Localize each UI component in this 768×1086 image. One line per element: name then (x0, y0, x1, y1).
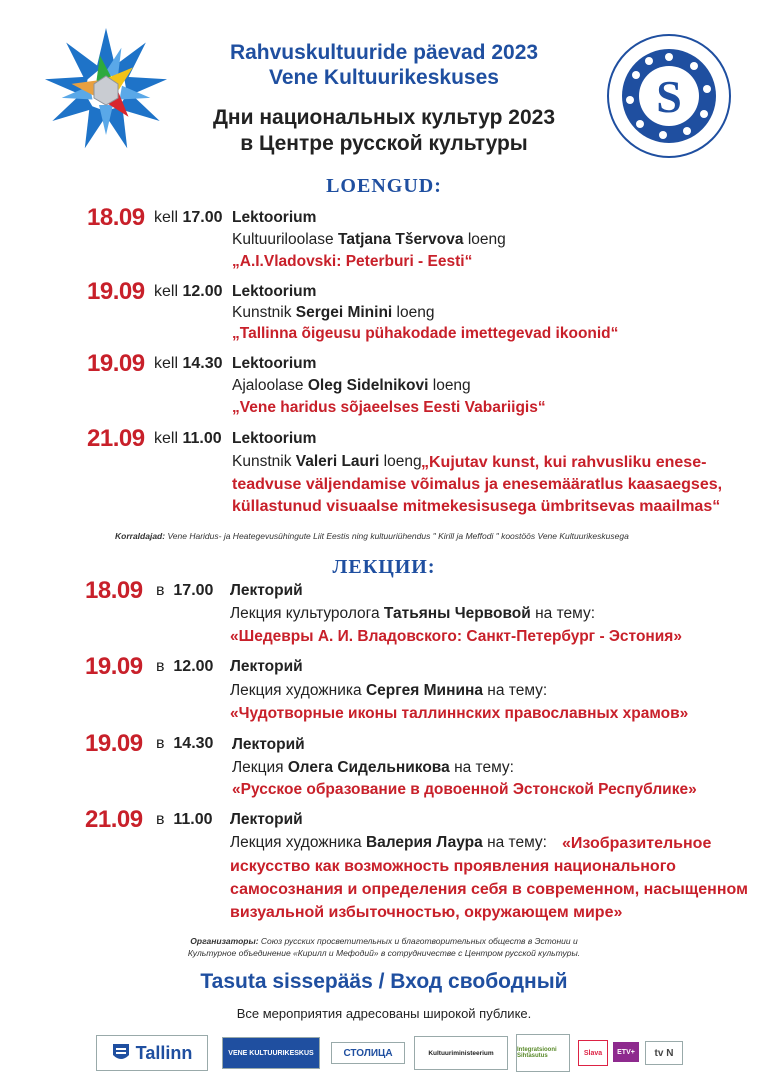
event-topic-line-1: „Kujutav kunst, kui rahvusliku enese- (421, 454, 707, 471)
event-venue: Лекторий (230, 811, 303, 828)
event-topic: „A.I.Vladovski: Peterburi - Eesti“ (232, 253, 473, 270)
section-heading-et: LOENGUD: (326, 175, 442, 197)
free-entry-banner: Tasuta sissepääs / Вход свободный (200, 970, 568, 993)
section-heading-ru: ЛЕКЦИИ: (332, 556, 436, 578)
event-venue: Лекторий (232, 736, 305, 753)
event-time: в 12.00 (156, 658, 214, 675)
sponsor-logo-integration: Integratsiooni Sihtasutus (516, 1034, 570, 1072)
event-time: kell 14.30 (154, 355, 223, 372)
event-venue: Лекторий (230, 658, 303, 675)
title-ru-line-1: Дни национальных культур 2023 (212, 106, 556, 129)
event-topic-line-2: искусство как возможность проявления национального (230, 858, 676, 875)
event-date: 19.09 (85, 653, 143, 680)
sponsor-logo-etv: ETV+ (613, 1042, 639, 1062)
event-speaker-line: Лекция художника Валерия Лаура на тему: (230, 834, 547, 851)
event-venue: Lektoorium (232, 430, 317, 447)
event-date: 21.09 (85, 806, 143, 833)
event-topic-line-1: «Изобразительное (562, 835, 712, 852)
event-topic: «Русское образование в довоенной Эстонской Республике» (232, 781, 697, 798)
event-topic-line-2: teadvuse väljendamise võimalus ja enesemääratlus kaasaegses, (232, 476, 723, 493)
event-date: 19.09 (87, 278, 145, 305)
event-speaker-line: Ajaloolase Oleg Sidelnikovi loeng (232, 377, 471, 394)
event-speaker-line: Лекция Олега Сидельникова на тему: (232, 759, 514, 776)
event-venue: Лекторий (230, 582, 303, 599)
event-topic: «Шедевры А. И. Владовского: Санкт-Петербург - Эстония» (230, 628, 682, 645)
sponsor-logo-stolitsa: СТОЛИЦА (331, 1042, 405, 1064)
sponsor-logo-ministry: Kultuuriministeerium (414, 1036, 508, 1070)
event-speaker-line: Лекция художника Сергея Минина на тему: (230, 682, 548, 699)
svg-text:S: S (656, 71, 682, 122)
event-venue: Lektoorium (232, 283, 317, 300)
event-topic: „Tallinna õigeusu pühakodade imettegevad ikoonid“ (232, 325, 619, 342)
audience-note: Все мероприятия адресованы широкой публике. (236, 1006, 532, 1021)
title-ru-line-2: в Центре русской культуры (240, 132, 528, 155)
organizers-ru: Организаторы: Союз русских просветительных и благотворительных обществ в Эстонии и Культурное объединение «Кирилл и Мефодий» в сотрудничестве с Центром русской культуры. (187, 936, 581, 958)
event-venue: Lektoorium (232, 355, 317, 372)
sponsor-logo-tvn: tv N (645, 1041, 683, 1065)
event-date: 19.09 (85, 730, 143, 757)
event-topic: «Чудотворные иконы таллиннских православных храмов» (230, 705, 689, 722)
sponsor-logo-vkk: VENE KULTUURIKESKUS (222, 1037, 320, 1069)
event-topic-line-3: küllastunud visuaalse mitmekesisusega ümbritsevas maailmas“ (232, 498, 721, 515)
sponsor-logo-tallinn: Tallinn (96, 1035, 208, 1071)
event-time: kell 17.00 (154, 209, 223, 226)
event-speaker-line: Kunstnik Sergei Minini loeng (232, 304, 435, 321)
sponsor-logo-slava: Slava (578, 1040, 608, 1066)
event-time: в 17.00 (156, 582, 214, 599)
event-speaker-line: Kunstnik Valeri Lauri loeng (232, 453, 422, 470)
event-time: kell 11.00 (154, 430, 222, 447)
event-topic: „Vene haridus sõjaeelses Eesti Vabariigis“ (232, 399, 546, 416)
event-time: kell 12.00 (154, 283, 223, 300)
event-venue: Lektoorium (232, 209, 317, 226)
title-et-line-2: Vene Kultuurikeskuses (269, 66, 499, 89)
event-date: 21.09 (87, 425, 145, 452)
event-date: 18.09 (87, 204, 145, 231)
event-date: 18.09 (85, 577, 143, 604)
event-topic-line-3: самосознания и определения себя в современном, насыщенном (230, 881, 748, 898)
title-et-line-1: Rahvuskultuuride päevad 2023 (229, 41, 539, 64)
event-date: 19.09 (87, 350, 145, 377)
event-time: в 14.30 (156, 735, 214, 752)
organizers-et: Korraldajad: Vene Haridus- ja Heategevusühingute Liit Eestis ning kultuuriühendus " Kirill ja Meffodi " koostöös Vene Kultuurikeskusega (115, 531, 629, 541)
event-speaker-line: Лекция культуролога Татьяны Червовой на тему: (230, 605, 596, 622)
event-speaker-line: Kultuuriloolase Tatjana Tšervova loeng (232, 231, 506, 248)
tallinn-crest-icon (112, 1043, 130, 1063)
event-time: в 11.00 (156, 811, 213, 828)
event-topic-line-4: визуальной избыточностью, окружающем мире» (230, 904, 623, 921)
